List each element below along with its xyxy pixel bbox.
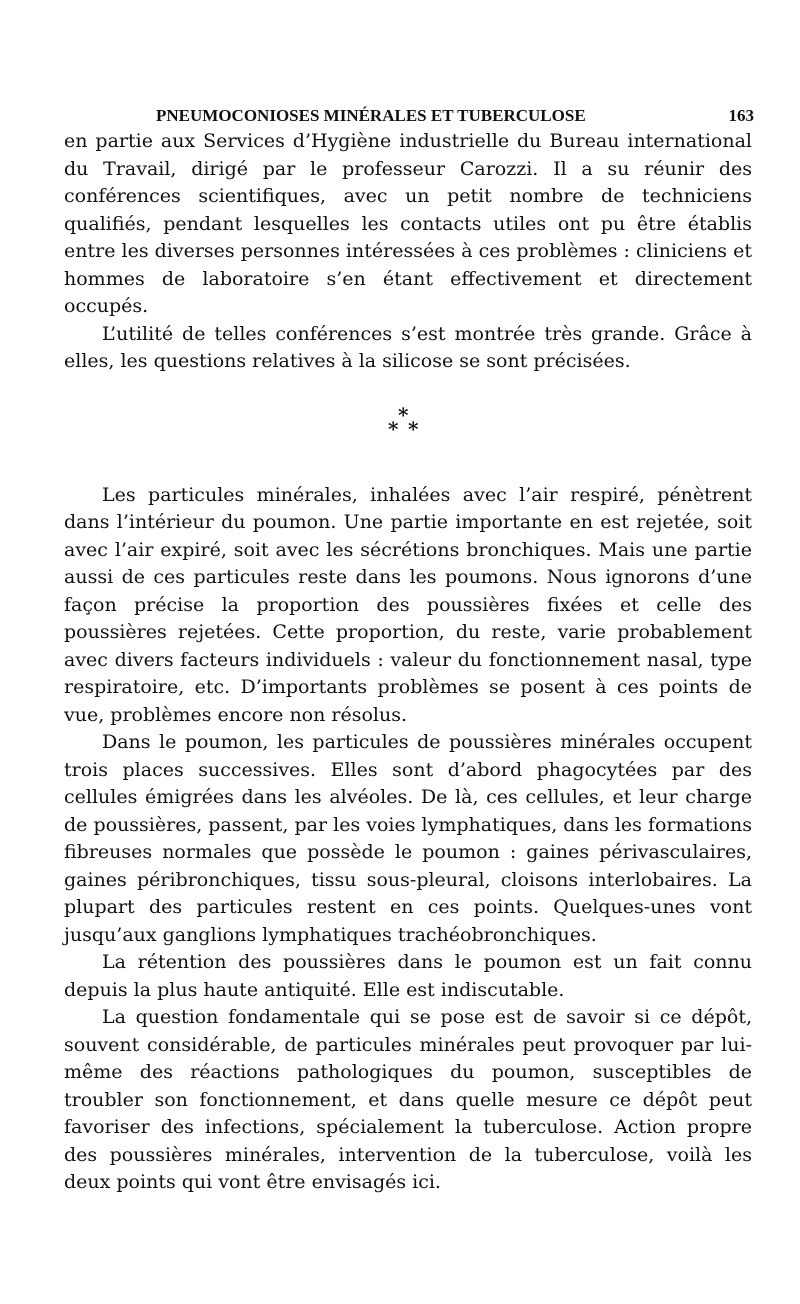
body-text bbox=[64, 128, 752, 1197]
paragraph-fundamental-question: La question fondamentale qui se pose est de savoir si ce dépôt, souvent considérable, de particules minérales peut provoquer par lui-même des réactions pathologiques du poumon, susceptibles de troubler son fonctionnement, et dans quelle mesure ce dépôt peut favoriser des infections, spécialement la tuberculose. Action propre des poussières minérales, intervention de la tuberculose, voilà les deux points qui vont être envisagés ici. bbox=[64, 1006, 752, 1193]
paragraph-continuation: en partie aux Services d’Hygiène industrielle du Bureau international du Travail, dirigé par le professeur Carozzi. Il a su réunir des conférences scientifiques, avec un petit nombre de techniciens qualifiés, pendant lesquelles les contacts utiles ont pu être établis entre les diverses personnes intéressées à ces problèmes : cliniciens et hommes de laboratoire s’en étant effectivement et directement occupés. bbox=[64, 130, 752, 317]
paragraph-mineral-particles: Les particules minérales, inhalées avec l’air respiré, pénètrent dans l’intérieur du poumon. Une partie importante en est rejetée, soit avec l’air expiré, soit avec les sécrétions bronchiques. Mais une partie aussi de ces particules reste dans les poumons. Nous ignorons d’une façon précise la proportion des poussières fixées et celle des poussières rejetées. Cette proportion, du reste, varie probablement avec divers facteurs individuels : valeur du fonctionnement nasal, type respiratoire, etc. D’importants problèmes se posent à ces points de vue, problèmes encore non résolus. bbox=[64, 483, 752, 726]
paragraph-retention: La rétention des poussières dans le poumon est un fait connu depuis la plus haute antiquité. Elle est indiscutable. bbox=[64, 951, 752, 1001]
asterisk-top: * bbox=[398, 402, 409, 427]
paragraph-utility-conferences: L’utilité de telles conférences s’est montrée très grande. Grâce à elles, les questions relatives à la silicose se sont précisées. bbox=[64, 322, 752, 372]
running-header bbox=[64, 100, 752, 128]
paragraph-lung-places: Dans le poumon, les particules de poussières minérales occupent trois places successives. Elles sont d’abord phagocytées par des cellules émigrées dans les alvéoles. De là, ces cellules, et leur charge de poussières, passent, par les voies lymphatiques, dans les formations fibreuses normales que possède le poumon : gaines périvasculaires, gaines péribronchiques, tissu sous-pleural, cloisons interlobaires. La plupart des particules restent en ces points. Quelques-unes vont jusqu’aux ganglions lymphatiques trachéobronchiques. bbox=[64, 731, 752, 946]
asterisk-right: * bbox=[408, 416, 419, 441]
book-page bbox=[64, 100, 752, 1197]
asterisk-left: * bbox=[388, 416, 399, 441]
page-number: 163 bbox=[728, 106, 754, 125]
section-break-asterism bbox=[64, 398, 752, 458]
running-title: PNEUMOCONIOSES MINÉRALES ET TUBERCULOSE bbox=[156, 106, 586, 125]
